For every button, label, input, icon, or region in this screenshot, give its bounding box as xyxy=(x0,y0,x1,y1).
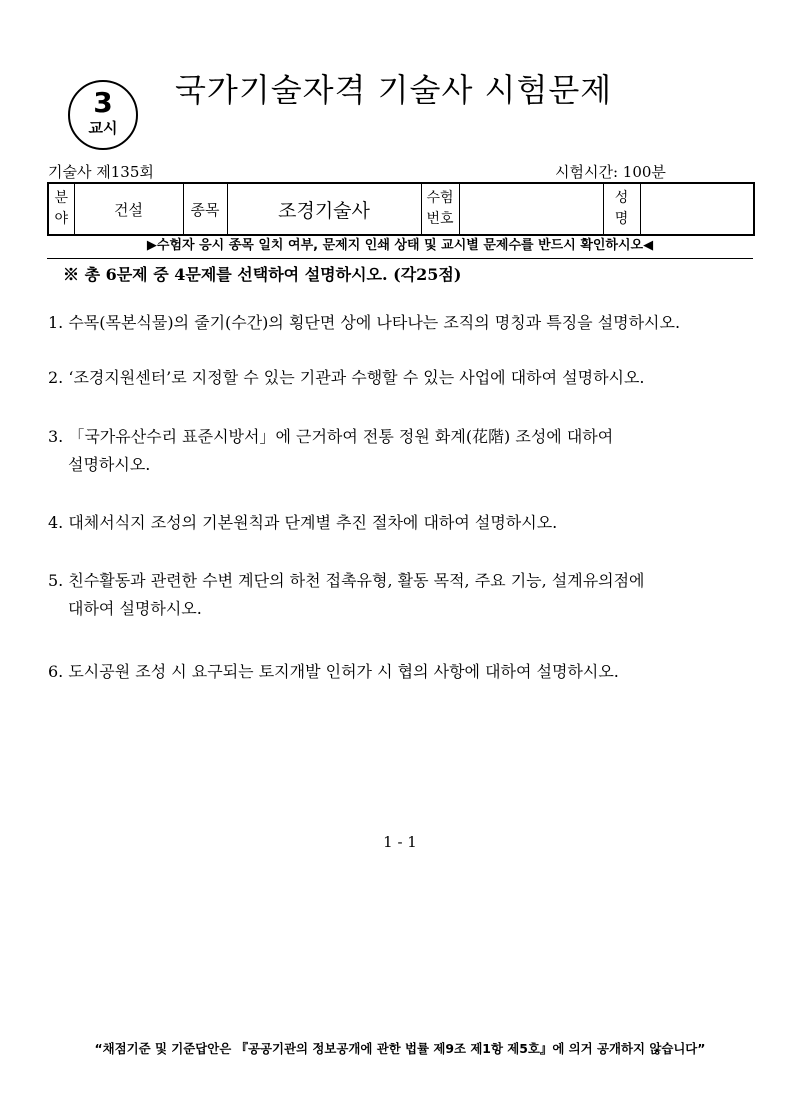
exam-title: 국가기술자격 기술사 시험문제 xyxy=(175,71,613,109)
field-value: 건설 xyxy=(74,183,183,235)
exam-number-label: 수험 번호 xyxy=(421,183,459,235)
item-value: 조경기술사 xyxy=(227,183,421,235)
period-label: 교시 xyxy=(88,119,118,137)
check-notice: ▶수험자 응시 종목 일치 여부, 문제지 인쇄 상태 및 교시별 문제수를 반드시 확인하시오◀ xyxy=(146,238,654,253)
exam-category: 기술사 제135회 xyxy=(48,163,154,181)
instruction: ※ 총 6문제 중 4문제를 선택하여 설명하시오. (각25점) xyxy=(63,265,462,284)
exam-time: 시험시간: 100분 xyxy=(555,163,666,181)
name-label: 성 명 xyxy=(603,183,640,235)
question-6: 6. 도시공원 조성 시 요구되는 토지개발 인허가 시 협의 사항에 대하여 설명하시오. xyxy=(48,662,619,681)
period-badge xyxy=(68,80,138,150)
item-label: 종목 xyxy=(183,183,227,235)
question-2: 2. ‘조경지원센터’로 지정할 수 있는 기관과 수행할 수 있는 사업에 대하여 설명하시오. xyxy=(48,368,645,387)
period-number: 3 xyxy=(93,86,113,119)
page-number: 1 - 1 xyxy=(383,833,417,851)
question-5: 5. 친수활동과 관련한 수변 계단의 하천 접촉유형, 활동 목적, 주요 기능, 설계유의점에 대하여 설명하시오. xyxy=(48,571,645,618)
question-4: 4. 대체서식지 조성의 기본원칙과 단계별 추진 절차에 대하여 설명하시오. xyxy=(48,513,558,532)
exam-number-field[interactable] xyxy=(459,183,603,235)
divider xyxy=(47,258,753,259)
question-3: 3. 「국가유산수리 표준시방서」에 근거하여 전통 정원 화계(花階) 조성에 대하여 설명하시오. xyxy=(48,427,614,474)
name-field[interactable] xyxy=(640,183,754,235)
field-label: 분 야 xyxy=(48,183,74,235)
disclosure-footer: “채점기준 및 기준답안은 『공공기관의 정보공개에 관한 법률 제9조 제1항 제5호』에 의거 공개하지 않습니다” xyxy=(94,1041,706,1056)
exam-info-table xyxy=(47,182,755,236)
question-1: 1. 수목(목본식물)의 줄기(수간)의 횡단면 상에 나타나는 조직의 명칭과 특징을 설명하시오. xyxy=(48,313,681,332)
